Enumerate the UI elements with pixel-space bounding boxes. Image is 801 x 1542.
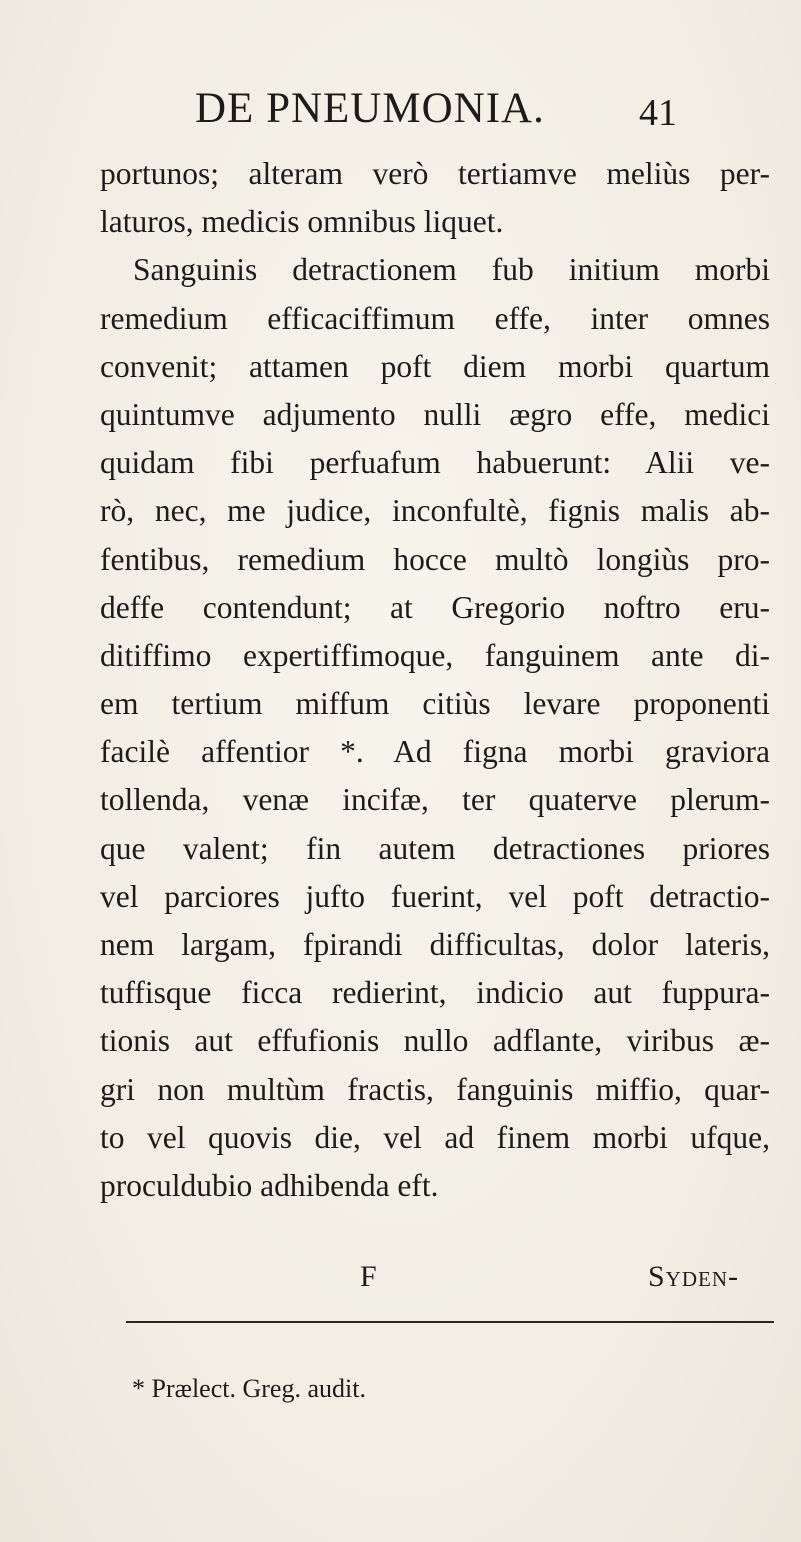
text-line: tollenda, venæ incifæ, ter quaterve plerum- xyxy=(100,782,770,818)
text-line: quidam fibi perfuafum habuerunt: Alii ve- xyxy=(100,445,770,481)
text-line: Sanguinis detractionem fub initium morbi xyxy=(133,252,770,288)
text-line: quintumve adjumento nulli ægro effe, medici xyxy=(100,396,770,432)
text-line: rò, nec, me judice, inconfultè, fignis malis ab- xyxy=(100,493,770,529)
footnote: * Prælect. Greg. audit. xyxy=(132,1374,366,1403)
text-line: gri non multùm fractis, fanguinis miffio, quar- xyxy=(100,1071,770,1107)
text-line: proculdubio adhibenda eft. xyxy=(100,1167,439,1203)
body-text xyxy=(100,150,770,1210)
text-line: facilè affentior *. Ad figna morbi graviora xyxy=(100,734,770,770)
text-line: que valent; fin autem detractiones priores xyxy=(100,830,770,866)
page-header xyxy=(0,84,801,144)
text-line: deffe contendunt; at Gregorio noftro eru- xyxy=(100,589,770,625)
text-line: laturos, medicis omnibus liquet. xyxy=(100,204,504,240)
catchword: Syden- xyxy=(648,1260,739,1293)
signature-mark: F xyxy=(360,1260,377,1293)
text-line: fentibus, remedium hocce multò longiùs pro- xyxy=(100,541,770,577)
text-line: tionis aut effufionis nullo adflante, viribus æ- xyxy=(100,1023,770,1059)
text-line: tuffisque ficca redierint, indicio aut fuppura- xyxy=(100,975,770,1011)
page-number: 41 xyxy=(639,92,677,134)
footnote-rule xyxy=(126,1321,774,1323)
text-line: to vel quovis die, vel ad finem morbi ufque, xyxy=(100,1119,770,1155)
text-line: nem largam, fpirandi difficultas, dolor lateris, xyxy=(100,927,770,962)
text-line: ditiffimo expertiffimoque, fanguinem ante di- xyxy=(100,637,770,673)
page-foot-catchwords xyxy=(0,1260,801,1306)
text-line: convenit; attamen poft diem morbi quartum xyxy=(100,348,770,384)
text-line: remedium efficaciffimum effe, inter omnes xyxy=(100,300,770,336)
text-line: vel parciores jufto fuerint, vel poft detractio- xyxy=(100,878,770,914)
text-line: portunos; alteram verò tertiamve meliùs per- xyxy=(100,156,770,191)
text-line: em tertium miffum citiùs levare proponenti xyxy=(100,686,770,722)
running-title: DE PNEUMONIA. xyxy=(195,85,545,132)
